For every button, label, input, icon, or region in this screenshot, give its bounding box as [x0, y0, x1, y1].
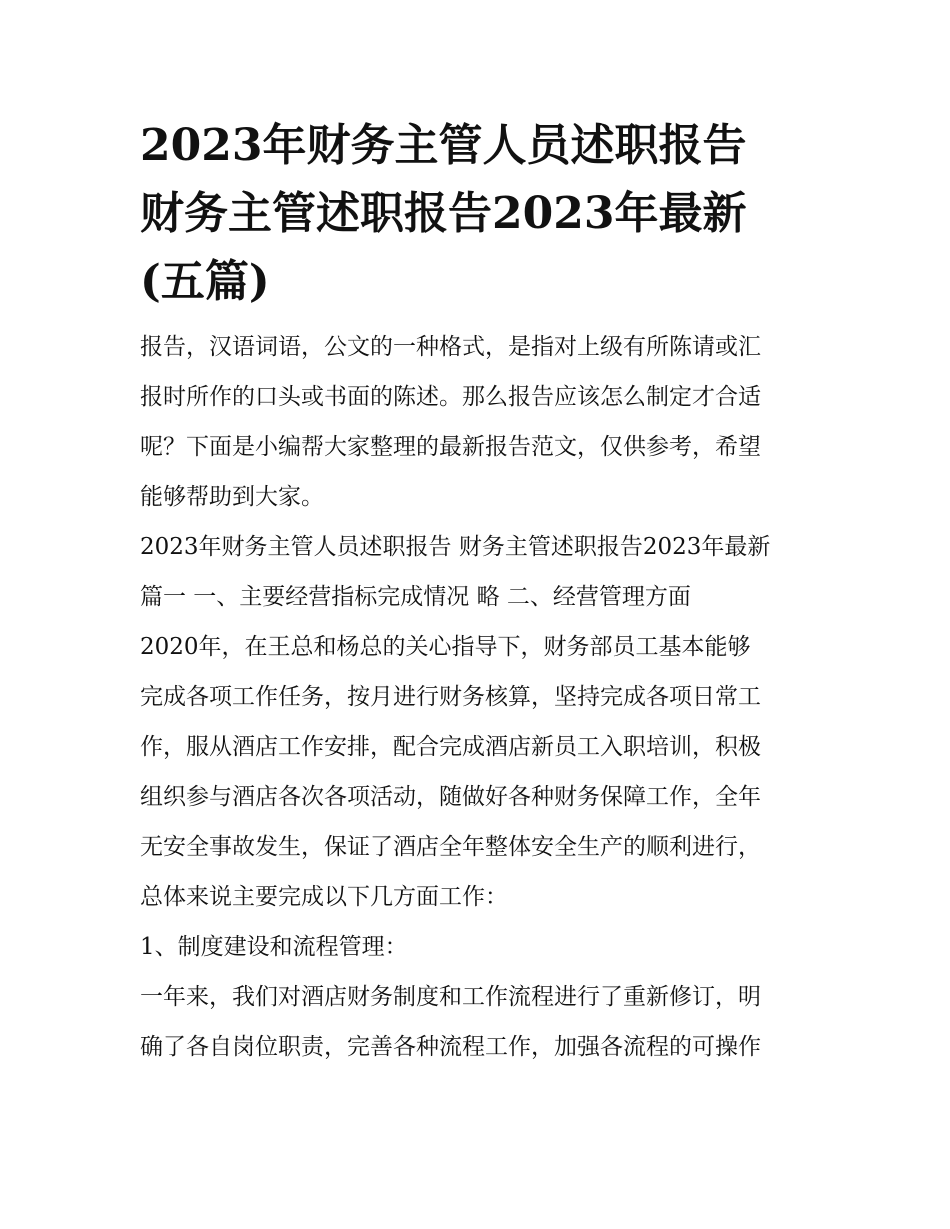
body-line: 报告，汉语词语，公文的一种格式，是指对上级有所陈请或汇 — [140, 334, 761, 360]
document-page — [140, 112, 820, 1072]
body-line: 总体来说主要完成以下几方面工作： — [140, 884, 508, 910]
title-line: 财务主管述职报告2023年最新 — [140, 188, 747, 239]
body-line: 完成各项工作任务，按月进行财务核算，坚持完成各项日常工 — [140, 684, 761, 710]
body-line: 1、制度建设和流程管理： — [140, 934, 408, 960]
body-line: 能够帮助到大家。 — [140, 484, 324, 510]
body-line: 篇一 一、主要经营指标完成情况 略 二、经营管理方面 — [140, 584, 691, 610]
body-line: 无安全事故发生，保证了酒店全年整体安全生产的顺利进行， — [140, 834, 761, 860]
body-line: 报时所作的口头或书面的陈述。那么报告应该怎么制定才合适 — [140, 384, 761, 410]
title-line: (五篇) — [140, 256, 270, 307]
body-line: 确了各自岗位职责，完善各种流程工作，加强各流程的可操作 — [140, 1034, 761, 1060]
body-line: 作，服从酒店工作安排，配合完成酒店新员工入职培训，积极 — [140, 734, 761, 760]
document-body — [140, 322, 820, 1072]
body-line: 2023年财务主管人员述职报告 财务主管述职报告2023年最新 — [140, 534, 771, 560]
body-line: 呢？下面是小编帮大家整理的最新报告范文，仅供参考，希望 — [140, 434, 761, 460]
document-title — [140, 112, 820, 316]
body-line: 组织参与酒店各次各项活动，随做好各种财务保障工作，全年 — [140, 784, 761, 810]
body-line: 2020年，在王总和杨总的关心指导下，财务部员工基本能够 — [140, 634, 751, 660]
body-line: 一年来，我们对酒店财务制度和工作流程进行了重新修订，明 — [140, 984, 761, 1010]
title-line: 2023年财务主管人员述职报告 — [140, 120, 747, 171]
